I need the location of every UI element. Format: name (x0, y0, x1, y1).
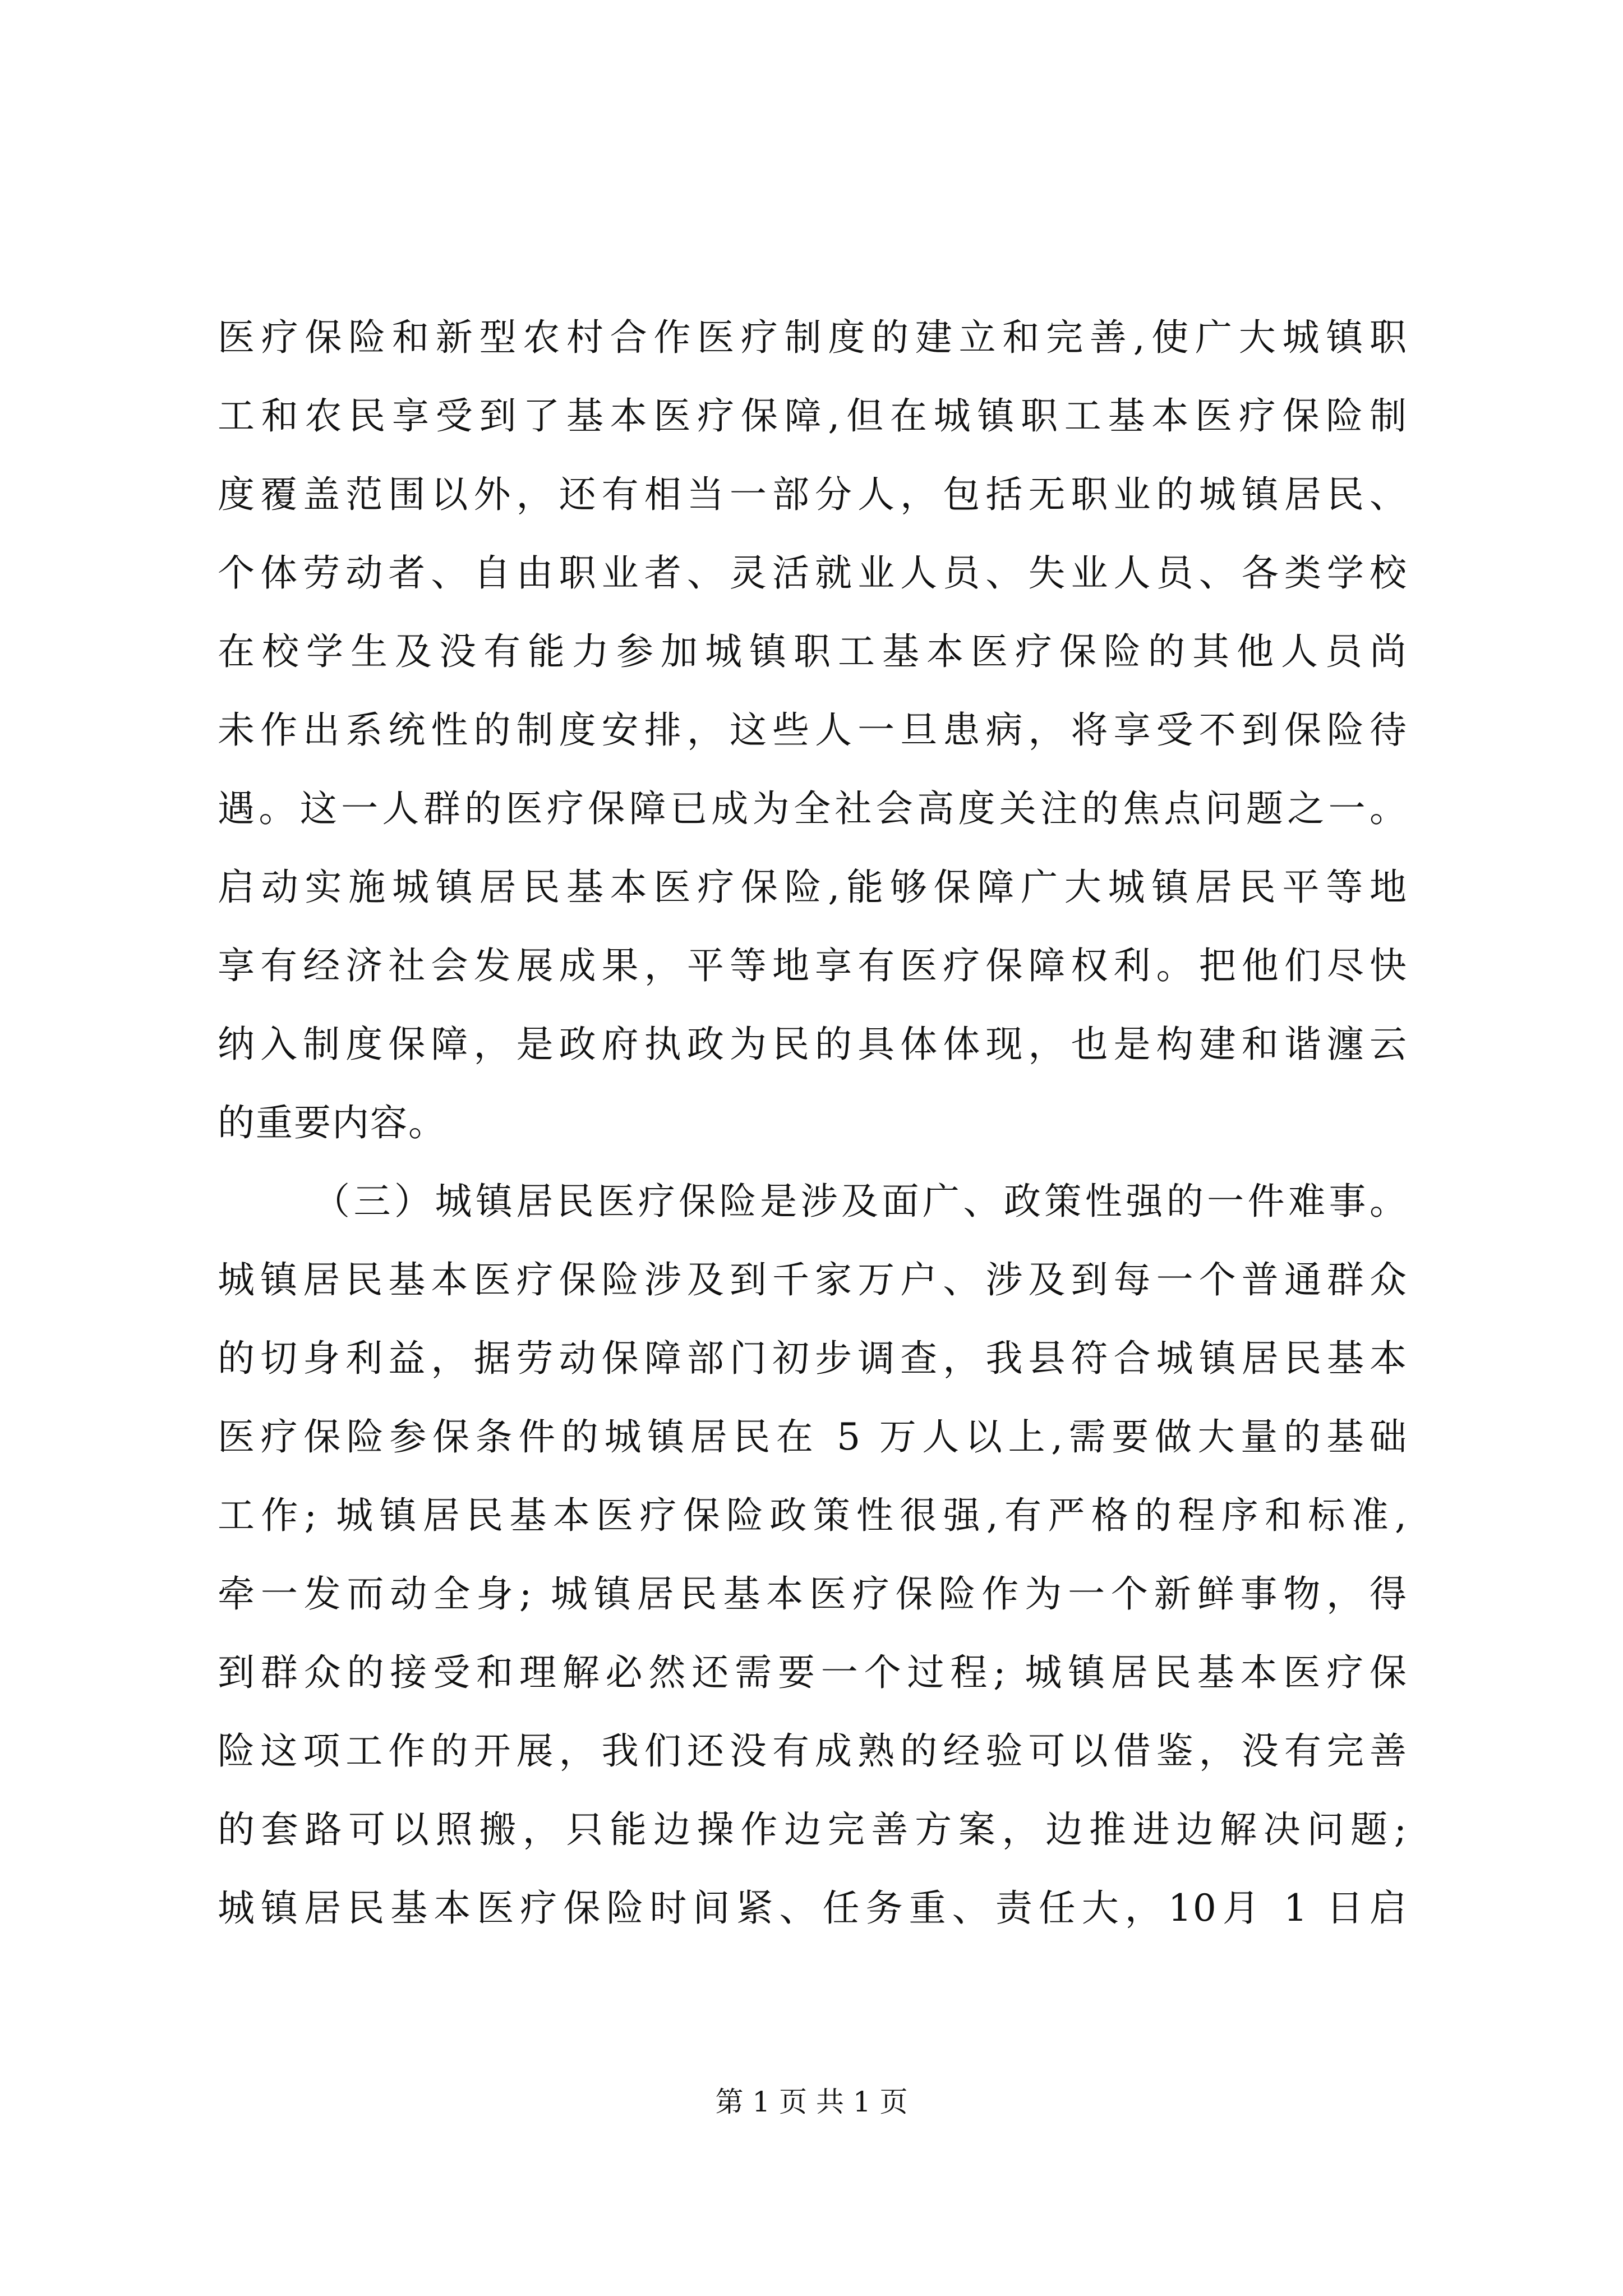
text-line: 医疗保险参保条件的城镇居民在 5 万人以上,需要做大量的基础 (218, 1415, 1408, 1458)
text-line: 个体劳动者、自由职业者、灵活就业人员、失业人员、各类学校 (218, 551, 1408, 595)
body-text (218, 298, 1408, 1948)
text-line: 遇。这一人群的医疗保障已成为全社会高度关注的焦点问题之一。 (218, 787, 1408, 830)
text-line: 险这项工作的开展，我们还没有成熟的经验可以借鉴，没有完善 (218, 1729, 1408, 1773)
text-line: 的切身利益，据劳动保障部门初步调查，我县符合城镇居民基本 (218, 1337, 1408, 1380)
text-line: 工和农民享受到了基本医疗保障,但在城镇职工基本医疗保险制 (218, 394, 1408, 438)
page-number-label: 第 1 页 共 1 页 (715, 2086, 908, 2118)
text-line: 到群众的接受和理解必然还需要一个过程; 城镇居民基本医疗保 (218, 1651, 1408, 1694)
text-line: 度覆盖范围以外，还有相当一部分人，包括无职业的城镇居民、 (218, 473, 1408, 516)
text-line: 享有经济社会发展成果，平等地享有医疗保障权利。把他们尽快 (218, 944, 1408, 987)
text-line: 城镇居民基本医疗保险涉及到千家万户、涉及到每一个普通群众 (218, 1258, 1408, 1301)
text-line: 未作出系统性的制度安排，这些人一旦患病，将享受不到保险待 (218, 708, 1408, 752)
page-footer (0, 2082, 1623, 2122)
text-line: 纳入制度保障，是政府执政为民的具体体现，也是构建和谐瀍云 (218, 1023, 1408, 1066)
text-line: 的套路可以照搬，只能边操作边完善方案，边推进边解决问题; (218, 1808, 1408, 1851)
text-line: 的重要内容。 (218, 1101, 446, 1144)
text-line: 牵一发而动全身; 城镇居民基本医疗保险作为一个新鲜事物，得 (218, 1572, 1408, 1616)
text-line: 城镇居民基本医疗保险时间紧、任务重、责任大，10月 1 日启 (218, 1887, 1408, 1930)
text-line: 在校学生及没有能力参加城镇职工基本医疗保险的其他人员尚 (218, 630, 1408, 673)
section-heading-line: （三）城镇居民医疗保险是涉及面广、政策性强的一件难事。 (313, 1180, 1408, 1223)
text-line: 医疗保险和新型农村合作医疗制度的建立和完善,使广大城镇职 (218, 316, 1408, 359)
text-line: 启动实施城镇居民基本医疗保险,能够保障广大城镇居民平等地 (218, 866, 1408, 909)
text-line: 工作; 城镇居民基本医疗保险政策性很强,有严格的程序和标准, (218, 1494, 1408, 1537)
